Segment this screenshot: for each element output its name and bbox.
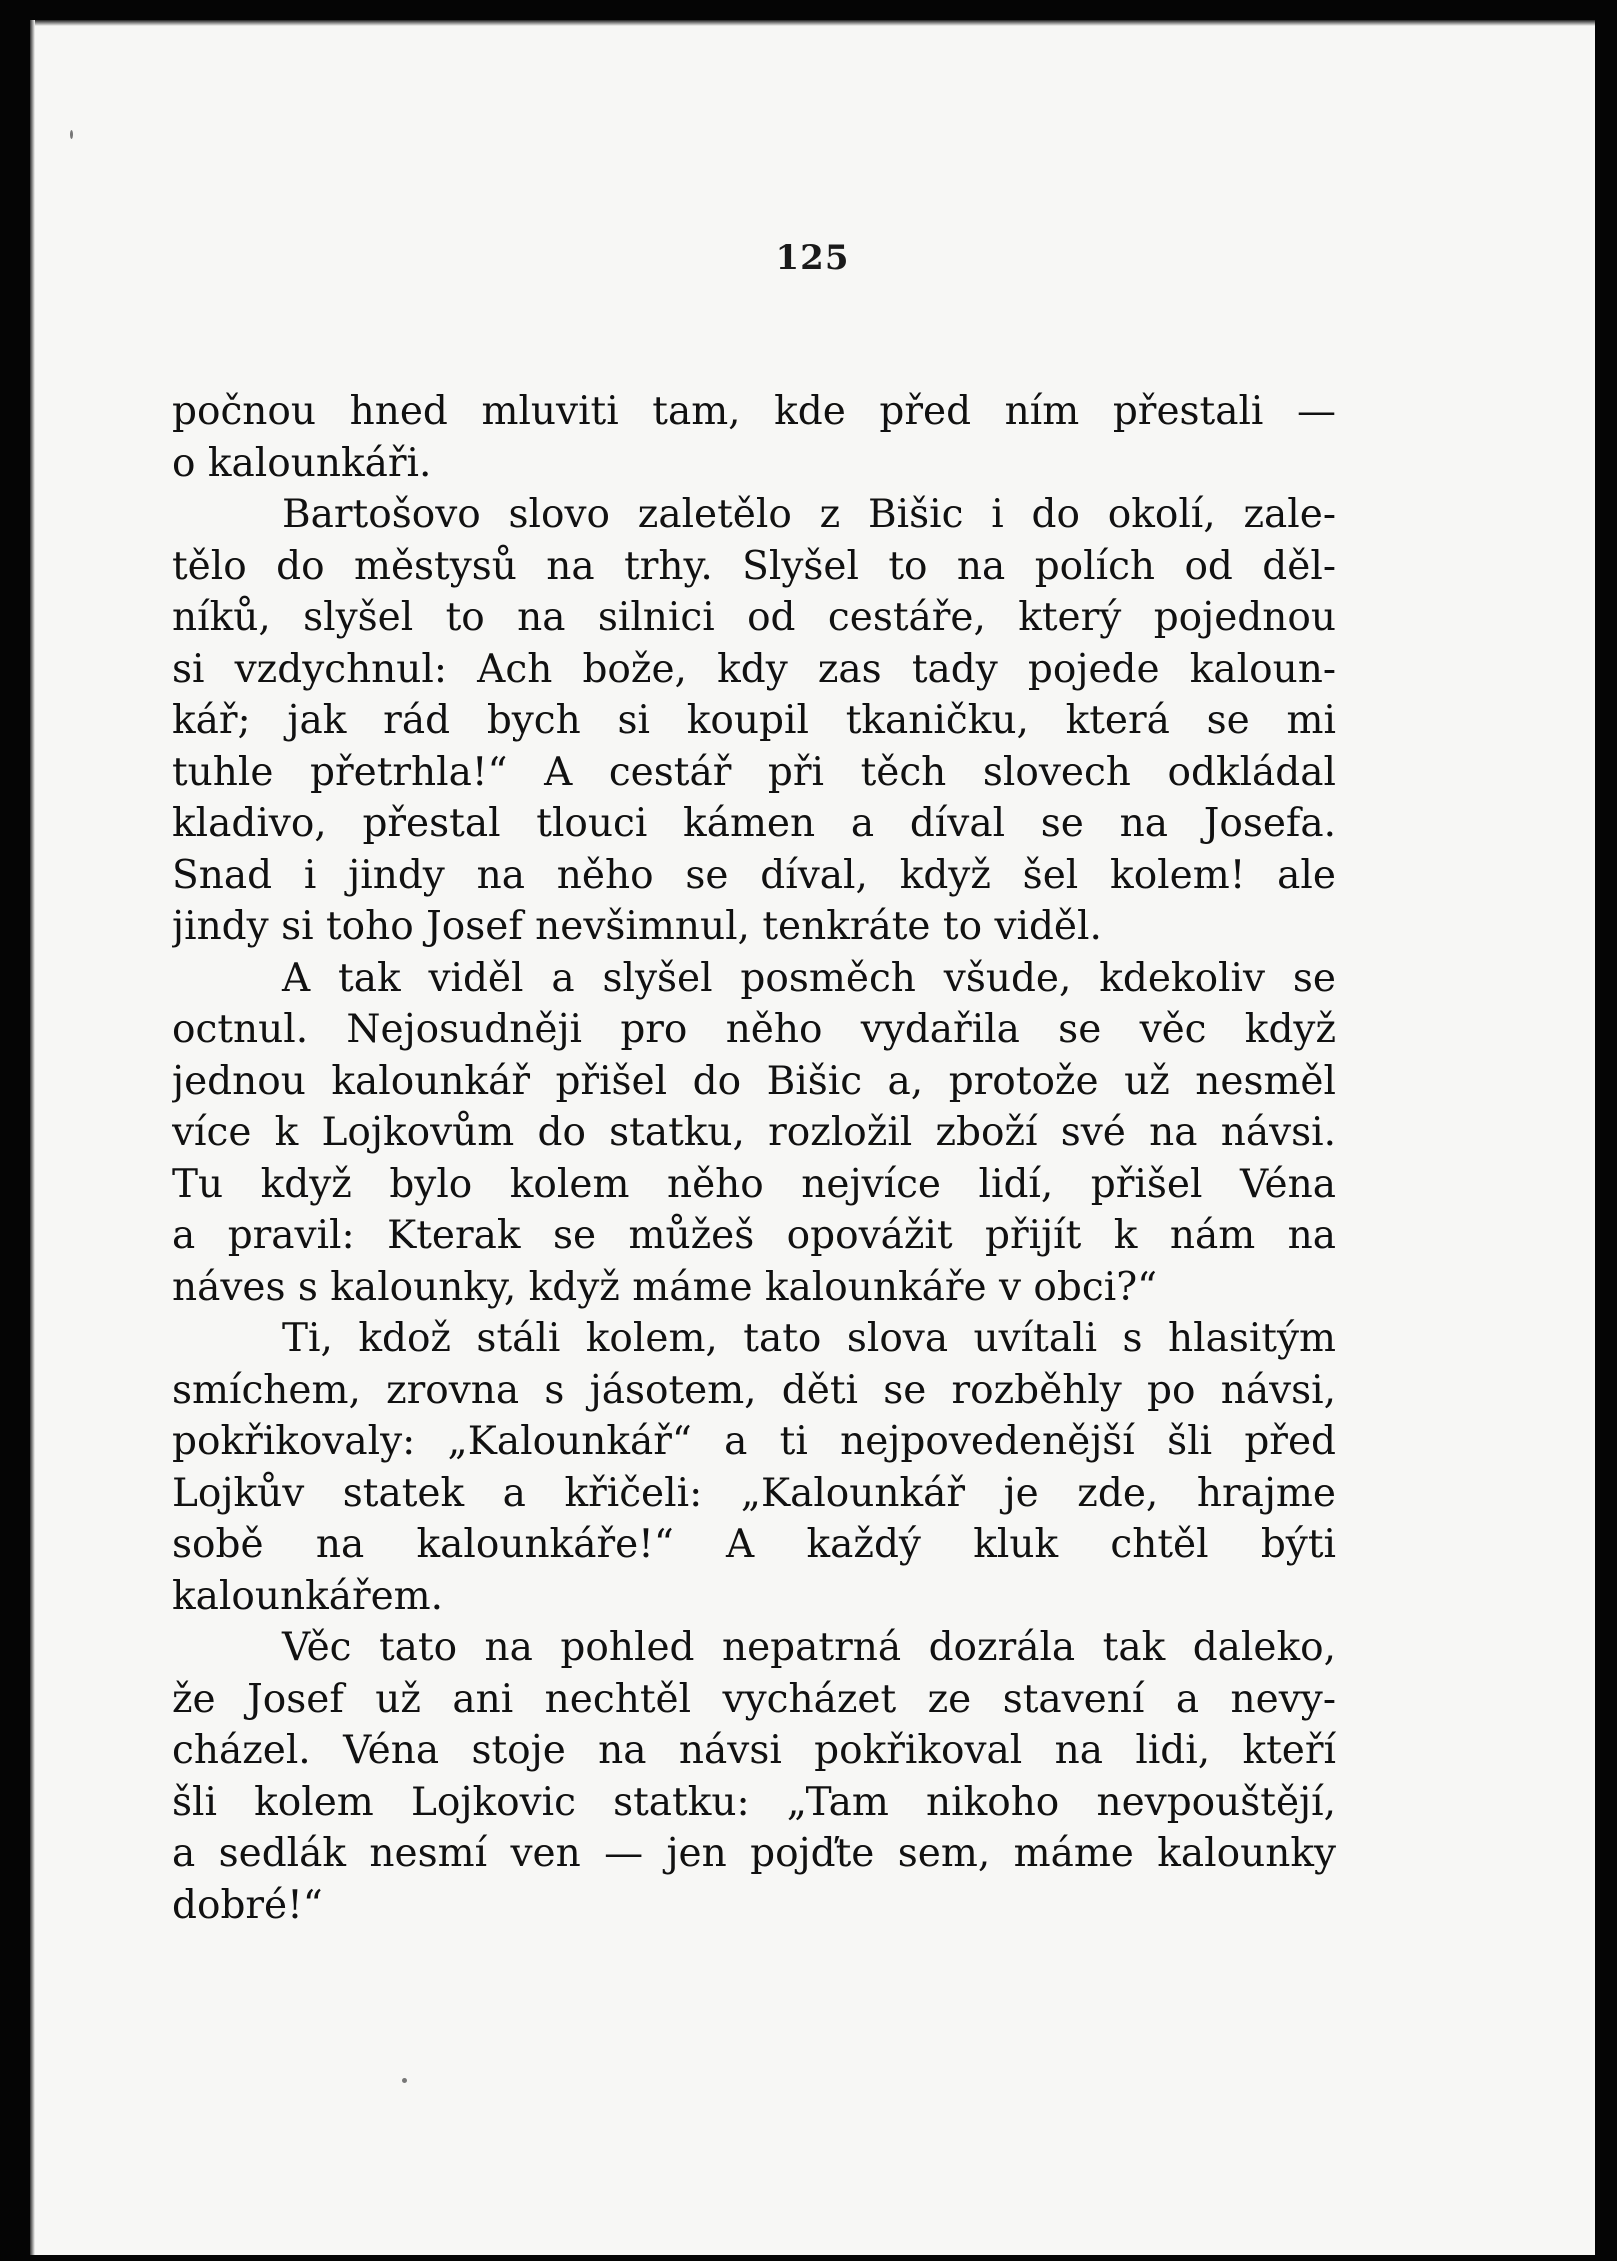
text-line: smíchem, zrovna s jásotem, děti se rozběhly po návsi,: [172, 1367, 1336, 1413]
text-line: více k Lojkovům do statku, rozložil zboží své na návsi.: [172, 1110, 1336, 1155]
text-line: pokřikovaly: „Kalounkář“ a ti nejpovedenější šli před: [172, 1419, 1336, 1464]
text-line: níků, slyšel to na silnici od cestáře, který pojednou: [172, 595, 1336, 640]
text-line: si vzdychnul: Ach bože, kdy zas tady pojede kaloun-: [172, 646, 1336, 692]
text-line: Snad i jindy na něho se díval, když šel kolem! ale: [172, 852, 1336, 898]
text-line: cházel. Véna stoje na návsi pokřikoval na lidi, kteří: [172, 1728, 1336, 1773]
text-line: tělo do městysů na trhy. Slyšel to na polích od děl-: [172, 543, 1336, 589]
paper-speck: [70, 130, 73, 139]
text-line: kalounkářem.: [172, 1573, 444, 1619]
text-line: Ti, kdož stáli kolem, tato slova uvítali s hlasitým: [282, 1316, 1336, 1361]
text-line: náves s kalounky, když máme kalounkáře v obci?“: [172, 1264, 1158, 1310]
text-line: octnul. Nejosudněji pro něho vydařila se věc když: [172, 1007, 1336, 1052]
paper-speck: [402, 2078, 407, 2083]
text-line: Tu když bylo kolem něho nejvíce lidí, přišel Véna: [172, 1161, 1336, 1207]
page-number: 125: [775, 238, 850, 278]
text-line: A tak viděl a slyšel posměch všude, kdekoliv se: [282, 955, 1336, 1001]
text-line: že Josef už ani nechtěl vycházet ze stavení a nevy-: [172, 1676, 1336, 1722]
body-text: [172, 386, 1336, 1931]
page-left-edge: [30, 20, 35, 2255]
text-line: Lojkův statek a křičeli: „Kalounkář je zde, hrajme: [172, 1470, 1336, 1516]
page-top-edge: [30, 20, 1595, 26]
text-line: jednou kalounkář přišel do Bišic a, protože už nesměl: [172, 1058, 1336, 1104]
text-line: Bartošovo slovo zaletělo z Bišic i do okolí, zale-: [282, 492, 1336, 537]
text-line: a pravil: Kterak se můžeš opovážit přijít k nám na: [172, 1213, 1336, 1258]
text-line: dobré!“: [172, 1882, 323, 1928]
book-page: [30, 20, 1595, 2255]
text-line: šli kolem Lojkovic statku: „Tam nikoho nevpouštějí,: [172, 1779, 1336, 1825]
text-line: Věc tato na pohled nepatrná dozrála tak daleko,: [282, 1625, 1336, 1670]
text-line: počnou hned mluviti tam, kde před ním přestali —: [172, 389, 1336, 434]
text-line: o kalounkáři.: [172, 440, 432, 486]
text-line: a sedlák nesmí ven — jen pojďte sem, máme kalounky: [172, 1831, 1336, 1876]
text-line: kář; jak rád bych si koupil tkaničku, která se mi: [172, 698, 1336, 743]
text-line: jindy si toho Josef nevšimnul, tenkráte to viděl.: [172, 904, 1102, 949]
text-line: kladivo, přestal tlouci kámen a díval se na Josefa.: [172, 801, 1336, 846]
text-line: sobě na kalounkáře!“ A každý kluk chtěl býti: [172, 1522, 1336, 1567]
text-line: tuhle přetrhla!“ A cestář při těch slovech odkládal: [172, 749, 1336, 795]
